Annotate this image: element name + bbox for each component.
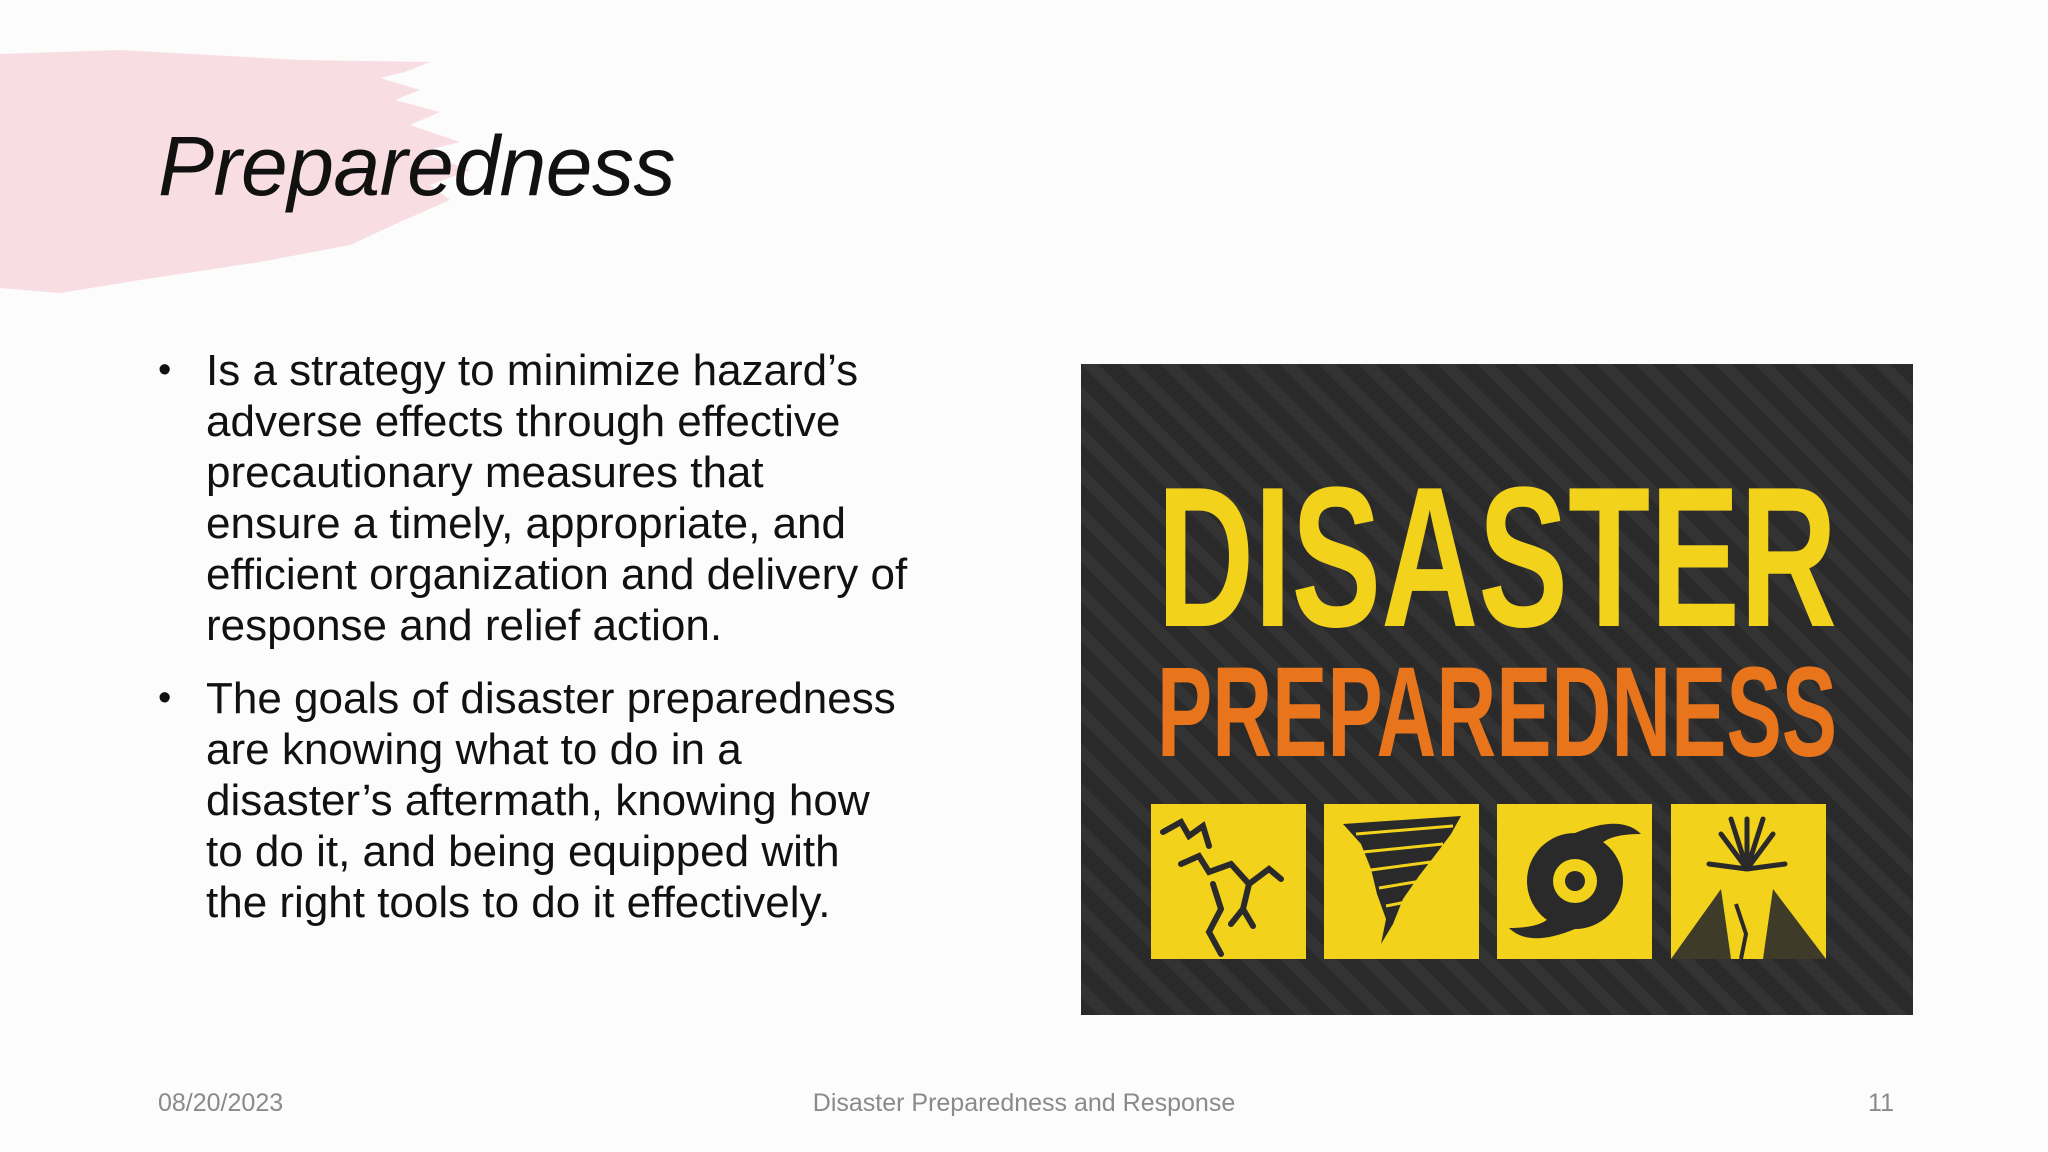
bullet-glyph: • bbox=[158, 349, 172, 391]
bullet-line: adverse effects through effective bbox=[206, 397, 841, 446]
hurricane-icon bbox=[1497, 804, 1652, 959]
image-title-line1: DISASTER bbox=[1157, 446, 1837, 669]
slide-title: Preparedness bbox=[158, 119, 675, 213]
bullet-list bbox=[158, 345, 1008, 950]
bullet-line: ensure a timely, appropriate, and bbox=[206, 499, 846, 548]
bullet-glyph: • bbox=[158, 677, 172, 719]
bullet-item bbox=[158, 673, 1008, 928]
image-title-line2: PREPAREDNESS bbox=[1157, 641, 1837, 784]
bullet-line: disaster’s aftermath, knowing how bbox=[206, 776, 870, 825]
tornado-icon bbox=[1324, 804, 1479, 959]
bullet-item bbox=[158, 345, 1008, 651]
bullet-line: are knowing what to do in a bbox=[206, 725, 742, 774]
disaster-preparedness-image bbox=[1081, 364, 1913, 1015]
page-number: 11 bbox=[1868, 1089, 1894, 1117]
bullet-line: to do it, and being equipped with bbox=[206, 827, 840, 876]
bullet-line: efficient organization and delivery of bbox=[206, 550, 908, 599]
bullet-line: response and relief action. bbox=[206, 601, 723, 650]
bullet-line: The goals of disaster preparedness bbox=[206, 674, 896, 723]
bullet-line: Is a strategy to minimize hazard’s bbox=[206, 346, 859, 395]
bullet-line: the right tools to do it effectively. bbox=[206, 878, 831, 927]
earthquake-icon bbox=[1151, 804, 1306, 959]
bullet-line: precautionary measures that bbox=[206, 448, 764, 497]
footer-date: 08/20/2023 bbox=[158, 1089, 284, 1117]
footer-title: Disaster Preparedness and Response bbox=[812, 1089, 1236, 1117]
volcano-icon bbox=[1671, 804, 1826, 959]
